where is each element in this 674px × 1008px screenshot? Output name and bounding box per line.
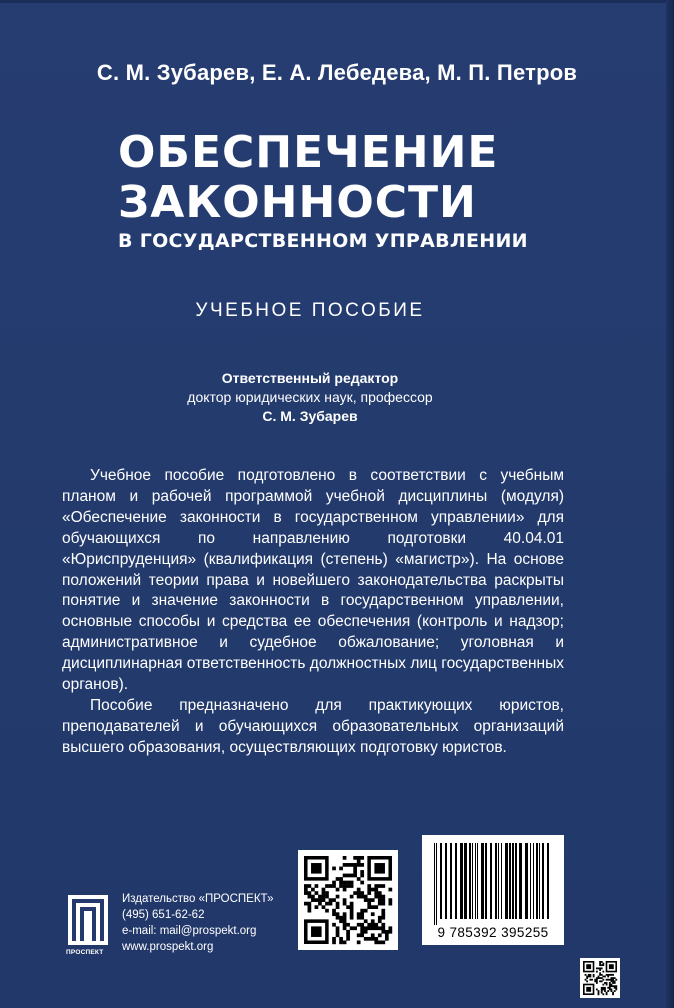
qr-code [298,850,398,950]
editor-role: Ответственный редактор [221,370,399,386]
publisher-email: e-mail: mail@prospekt.org [122,925,257,937]
isbn-digits: 9 785392 395255 [437,925,549,940]
annotation-paragraph-2: Пособие предназначено для практикующих юристов, преподавателей и обучающихся образовательных организаций высшего образования, осуществляющих подготовку юристов. [62,696,564,756]
title-line-2: ЗАКОННОСТИ [118,177,477,228]
publication-kind: УЧЕБНОЕ ПОСОБИЕ [195,300,425,321]
qr-code-icon [298,850,398,950]
editor-block [0,369,620,426]
publisher-phone: (495) 651-62-62 [122,909,205,921]
publisher-site: www.prospekt.org [122,941,214,953]
publisher-contacts [122,891,273,955]
cover-top-edge [0,0,674,3]
book-subtitle: В ГОСУДАРСТВЕННОМ УПРАВЛЕНИИ [118,230,528,252]
annotation-paragraph-1: Учебное пособие подготовлено в соответствии с учебным планом и рабочей программой учебной дисциплины (модуля) «Обеспечение законности в государственном управлении» для обучающихся по направлению подготовки 40.04.01 «Юриспруденция» (квалификация (степень) «магистр»). На основе положений теории права и новейшего законодательства раскрыты понятие и значение законности в государственном управлении, основные способы и средства ее обеспечения (контроль и надзор; административное и судебное обжалование; уголовная и дисциплинарная ответственность должностных лиц государственных органов). [62,467,564,694]
small-qr-code [580,958,620,998]
barcode-icon [422,835,564,927]
publisher-block [66,893,286,963]
publisher-name: Издательство «ПРОСПЕКТ» [122,893,274,905]
authors: С. М. Зубарев, Е. А. Лебедева, М. П. Петров [96,60,578,85]
publisher-logo-text: ПРОСПЕКТ [66,949,104,956]
editor-degree: доктор юридических наук, профессор [187,389,433,405]
book-title [118,128,499,228]
cover-spine-edge [666,0,674,1008]
editor-name: С. М. Зубарев [262,408,358,424]
title-line-1: ОБЕСПЕЧЕНИЕ [118,127,499,178]
small-qr-code-icon [580,958,620,998]
isbn-barcode [422,835,564,945]
annotation [62,466,564,759]
